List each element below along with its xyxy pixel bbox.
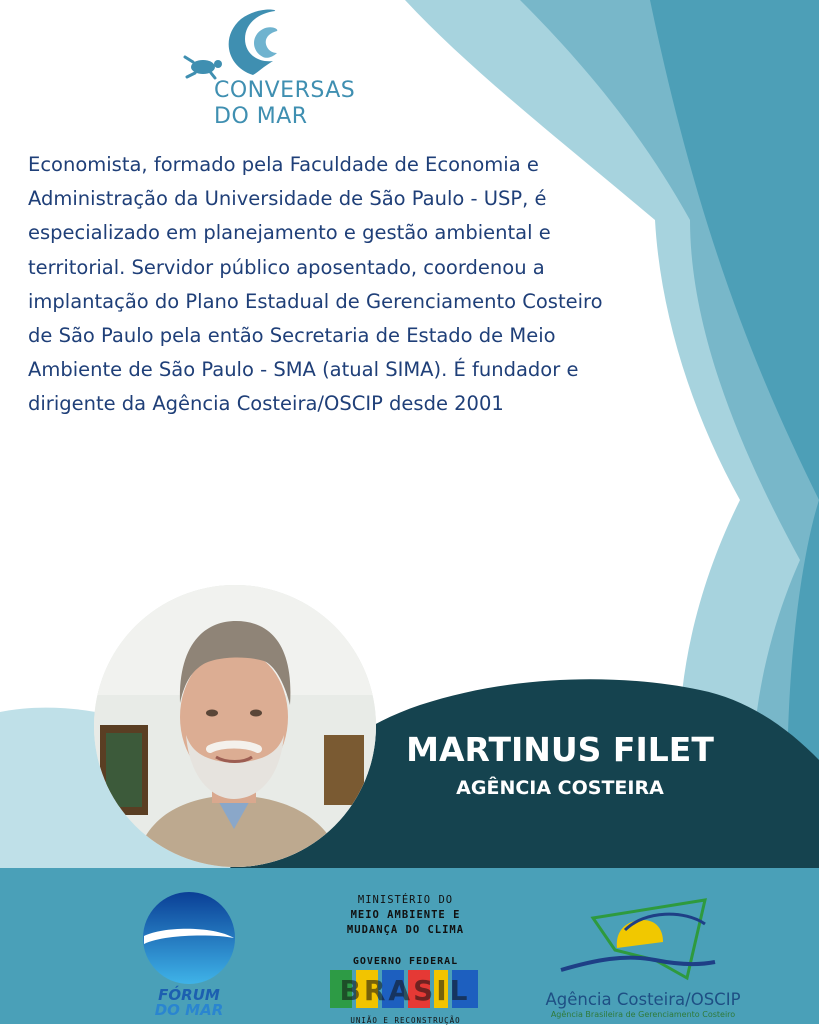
logo-line-2: DO MAR <box>214 104 308 129</box>
logo-line-1: CONVERSAS <box>214 78 356 103</box>
forum-do-mar-wordmark <box>138 988 240 1018</box>
conversas-do-mar-wordmark <box>214 78 355 130</box>
speaker-name: MARTINUS FILET <box>406 730 714 769</box>
agencia-costeira-logo <box>555 890 725 985</box>
sun-icon <box>617 920 663 948</box>
speaker-bio <box>28 148 648 422</box>
bio-line: de São Paulo pela então Secretaria de Estado de Meio <box>28 324 556 348</box>
forum-line-2: DO MAR <box>154 1001 224 1019</box>
governo-federal-label: GOVERNO FEDERAL <box>352 956 459 967</box>
bio-line: dirigente da Agência Costeira/OSCIP desde 2001 <box>28 392 504 416</box>
brasil-wordmark <box>330 968 480 1010</box>
bio-line: especializado em planejamento e gestão ambiental e <box>28 221 551 245</box>
bio-line: Ambiente de São Paulo - SMA (atual SIMA). É fundador e <box>28 358 579 382</box>
bio-line: territorial. Servidor público aposentado, coordenou a <box>28 255 545 279</box>
brasil-label: BRASIL <box>339 974 471 1007</box>
forum-line-1: FÓRUM <box>158 986 220 1004</box>
wave-swirl-inner-icon <box>254 27 277 57</box>
speaker-organization: AGÊNCIA COSTEIRA <box>456 777 664 799</box>
agencia-costeira-subtitle: Agência Brasileira de Gerenciamento Costeiro <box>550 1010 736 1019</box>
bio-line: Administração da Universidade de São Paulo - USP, é <box>28 187 547 211</box>
agencia-costeira-name: Agência Costeira/OSCIP <box>545 990 741 1009</box>
brasil-tagline: UNIÃO E RECONSTRUÇÃO <box>350 1016 461 1025</box>
bio-line: Economista, formado pela Faculdade de Economia e <box>28 153 539 176</box>
turtle-head-icon <box>214 60 222 68</box>
speaker-photo <box>94 585 376 867</box>
portrait-illustration <box>94 585 376 867</box>
wave-swirl-icon <box>229 9 275 75</box>
ministry-line-2: MEIO AMBIENTE E <box>350 909 461 921</box>
ministry-line-3: MUDANÇA DO CLIMA <box>346 924 465 936</box>
bio-line: implantação do Plano Estadual de Gerenciamento Costeiro <box>28 289 603 313</box>
ministry-line-1: MINISTÉRIO DO <box>357 894 454 906</box>
